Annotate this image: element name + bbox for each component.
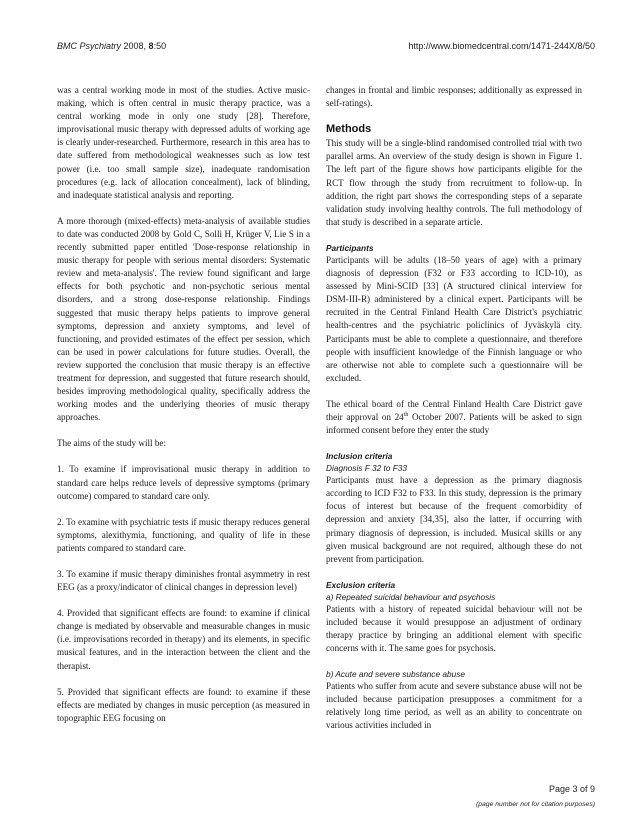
paragraph: changes in frontal and limbic responses; additionally as expressed in self-ratings). — [326, 85, 582, 109]
paragraph: Participants must have a depression as the primary diagnosis according to ICD F32 to F33. In this study, depression is the primary focus of interest but because of the frequent comorbidity of depression and anxiety [34,35], also the latter, if occurring with primary diagnosis of depression, is included. Musical skills or any given musical background are not required, although these do not prevent from participation. — [326, 475, 582, 564]
ethics-text-a: The ethical board of the Central Finland Health Care District gave their approval on 24 — [326, 398, 582, 422]
subsection-heading-participants: Participants — [326, 242, 374, 253]
subheading-substance-abuse: b) Acute and severe substance abuse — [326, 669, 465, 680]
page-number: Page 3 of 9 — [548, 784, 595, 794]
aim-item: 5. Provided that significant effects are found: to examine if these effects are mediated by changes in music perception (as measured in topographic EEG focusing on — [57, 686, 310, 723]
subheading-diagnosis: Diagnosis F 32 to F33 — [326, 463, 408, 474]
paragraph: A more thorough (mixed-effects) meta-analysis of available studies to date was conducted 2008 by Gold C, Solli H, Krüger V, Lie S in a recently submitted paper entitled 'Dose-response relationship in music therapy for people with serious mental disorders: Systematic review and meta-analysis'. The review found significant and large effects for both psychotic and non-psychotic serious mental disorders, and a strong dose-response relationship. Findings suggested that music therapy helps patients to improve general symptoms, depression and anxiety symptoms, and level of functioning, and provided estimates of the effect per session, which can be used in power calculations for future studies. Overall, the review supported the conclusion that music therapy is an effective treatment for depression, and suggested that future research should, besides improving methodological quality, specifically address the working modes and the underlying theories of music therapy approaches. — [57, 215, 310, 423]
subheading-suicidal: a) Repeated suicidal behaviour and psychosis — [326, 591, 496, 602]
paragraph: was a central working mode in most of the studies. Active music-making, which is often central in music therapy practice, was a central working mode in only one study [28]. Therefore, improvisational music therapy with depressed adults of working age is clearly under-researched. Furthermore, research in this area has to date suffered from methodological weaknesses such as low test power (i.e. too small sample size), inadequate randomisation procedures (e.g. lack of allocation concealment), lack of blinding, and inadequate statistical analysis and reporting. — [57, 85, 310, 200]
left-column — [57, 84, 310, 738]
journal-article: :50 — [153, 41, 167, 51]
page-header — [57, 41, 595, 55]
right-column — [326, 84, 582, 746]
aim-item: 1. To examine if improvisational music therapy in addition to standard care helps reduce levels of depressive symptoms (primary outcome) compared to standard care only. — [57, 464, 310, 501]
journal-citation — [57, 41, 166, 51]
aim-item: 2. To examine with psychiatric tests if music therapy reduces general symptoms, alexithymia, functioning, and quality of life in these patients compared to standard care. — [57, 516, 310, 553]
paragraph: The aims of the study will be: — [57, 438, 166, 449]
journal-volume: 8 — [148, 41, 154, 51]
subsection-heading-inclusion: Inclusion criteria — [326, 451, 393, 462]
subsection-heading-exclusion: Exclusion criteria — [326, 579, 396, 590]
journal-year: 2008, — [121, 41, 149, 51]
ethics-text-b: October 2007. Patients will be asked to sign informed consent before they enter the study — [326, 411, 582, 436]
paragraph — [326, 398, 582, 437]
page-number-note: (page number not for citation purposes) — [475, 801, 595, 808]
paragraph: Patients who suffer from acute and severe substance abuse will not be included because participation presupposes a commitment for a relatively long time period, as well as an ability to concentrate on various activities included in — [326, 681, 582, 731]
aim-item: 4. Provided that significant effects are found: to examine if clinical change is mediated by observable and measurable changes in music (i.e. improvisations recorded in therapy) and its elements, in specific musical features, and in the interaction between the client and the therapist. — [57, 608, 310, 671]
aim-item: 3. To examine if music therapy diminishes frontal asymmetry in rest EEG (as a proxy/indicator of clinical changes in depression level) — [57, 569, 310, 593]
ethics-sup: th — [403, 411, 409, 418]
journal-name: BMC Psychiatry — [57, 41, 122, 51]
section-heading-methods: Methods — [326, 123, 372, 136]
paragraph: Participants will be adults (18–50 years of age) with a primary diagnosis of depression (F32 or F33 according to ICD-10), as assessed by Mini-SCID [33] (A structured clinical interview for DSM-III-R) administered by a clinical expert. Participants will be recruited in the Central Finland Health Care District's psychiatric health-centres and the psychiatric policlinics of Jyväskylä city. Participants must be able to complete a questionnaire, and therefore people with insufficient knowledge of the Finnish language or who are otherwise not able to complete such a questionnaire will be excluded. — [326, 254, 582, 383]
paragraph: Patients with a history of repeated suicidal behaviour will not be included because it would presuppose an adjustment of ordinary therapy practice by bringing an additional element with specific concerns with it. The same goes for psychosis. — [326, 603, 582, 654]
journal-url[interactable]: http://www.biomedcentral.com/1471-244X/8/50 — [408, 41, 595, 51]
paragraph: This study will be a single-blind randomised controlled trial with two parallel arms. An overview of the study design is shown in Figure 1. The left part of the figure shows how participants eligible for the RCT flow through the study from recruitment to follow-up. In addition, the right part shows the corresponding steps of a separate validation study involving healthy controls. The full methodology of that study is described in a separate article. — [326, 138, 582, 227]
